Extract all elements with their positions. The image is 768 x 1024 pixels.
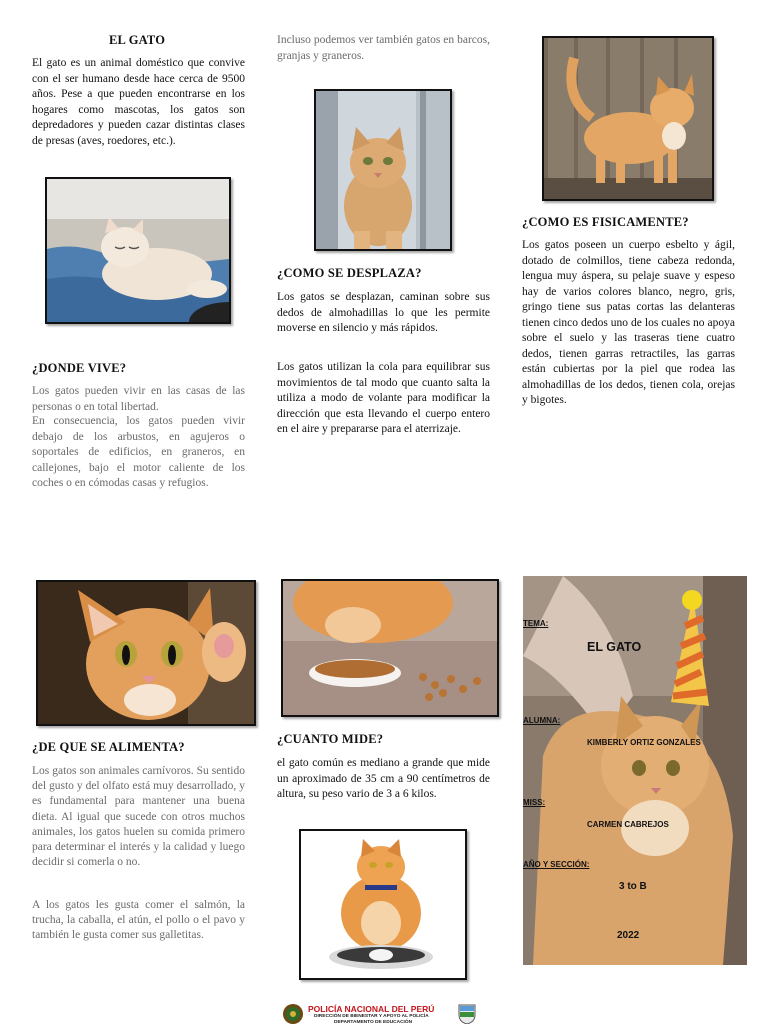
cat-on-scale-photo (299, 829, 467, 980)
alumna-value: KIMBERLY ORTIZ GONZALES (587, 738, 701, 747)
intro-paragraph: El gato es un animal doméstico que convive con el ser humano desde hace cerca de 9500 años. Pese a que pueden encontrarse en los hogares como mascotas, los gatos son depredadores y pueden cazar distintas clases de presas (aves, roedores, etc.). (32, 57, 245, 147)
logo-line-3: DEPARTAMENTO DE EDUCACIÓN (334, 1020, 413, 1024)
fisicamente-heading: ¿COMO ES FISICAMENTE? (522, 215, 689, 229)
logo-line-1: POLICÍA NACIONAL DEL PERÚ (308, 1004, 435, 1014)
tema-label: TEMA: (523, 619, 549, 628)
tema-value: EL GATO (587, 640, 642, 654)
peru-shield-icon (456, 1003, 478, 1024)
alimenta-heading: ¿DE QUE SE ALIMENTA? (32, 740, 185, 754)
miss-value: CARMEN CABREJOS (587, 820, 669, 829)
fisicamente-paragraph: Los gatos poseen un cuerpo esbelto y ágil, dotado de colmillos, tiene cabeza redonda, lengua muy áspera, su pelaje suave y espeso hay de varios colores blanco, negro, gris, gringo tiene sus patas cortas las delanteras tienen cinco dedos uno de los cuales no apoya sobre el suelo y las traseras tiene cuatro dedos, tienen garras retractiles, las garras están cubiertas por la piel que rodea las almohadillas de los dedos, tienen cola, orejas y bigotes. (522, 239, 735, 406)
seccion-label: AÑO Y SECCIÓN: (523, 860, 590, 869)
miss-label: MISS: (523, 798, 546, 807)
desplaza-paragraph-2: Los gatos utilizan la cola para equilibrar sus movimientos de tal modo que cuanto salta la utiliza a modo de volante para modificar la dirección que esta llevando el cuerpo entero en el aire y prepararse para el aterrizaje. (277, 361, 490, 435)
donde-vive-paragraph-2: En consecuencia, los gatos pueden vivir debajo de los arbustos, en agujeros o soportales de edificios, en graneros, en callejones, bajo el motor caliente de los coches o en cómodas casas y refugios. (32, 415, 245, 489)
cat-eating-photo (281, 579, 499, 717)
donde-vive-heading: ¿DONDE VIVE? (32, 361, 127, 375)
desplaza-heading: ¿COMO SE DESPLAZA? (277, 266, 422, 280)
cuanto-mide-heading: ¿CUANTO MIDE? (277, 732, 384, 746)
kitten-paw-photo (36, 580, 256, 726)
police-crest-icon (282, 1003, 304, 1024)
logo-line-2: DIRECCIÓN DE BIENESTAR Y APOYO AL POLICÍA (314, 1014, 429, 1019)
year-value: 2022 (617, 930, 640, 941)
desplaza-paragraph-1: Los gatos se desplazan, caminan sobre sus dedos de almohadillas lo que les permite moverse en silencio y más rápidos. (277, 291, 490, 334)
sleeping-kitten-photo (45, 177, 231, 324)
police-logo-banner (282, 1003, 478, 1024)
seccion-value: 3 to B (619, 881, 647, 892)
cuanto-mide-paragraph: el gato común es mediano a grande que mide un aproximado de 35 cm a 90 centímetros de altura, su peso vario de 3 a 6 kilos. (277, 757, 490, 800)
cat-in-window-photo (314, 89, 452, 251)
alumna-label: ALUMNA: (523, 716, 561, 725)
main-title: EL GATO (109, 33, 166, 47)
orange-cat-standing-photo (542, 36, 714, 201)
barcos-paragraph: Incluso podemos ver también gatos en barcos, granjas y graneros. (277, 34, 490, 62)
cat-party-hat-photo (523, 576, 747, 965)
alimenta-paragraph-2: A los gatos les gusta comer el salmón, la trucha, la caballa, el atún, el pollo o el pavo y también le gusta comer sus galletitas. (32, 899, 245, 942)
donde-vive-paragraph-1: Los gatos pueden vivir en las casas de las personas o en total libertad. (32, 385, 245, 413)
cover-panel (523, 576, 747, 965)
alimenta-paragraph-1: Los gatos son animales carnívoros. Su sentido del gusto y del olfato está muy desarrollado, y es fundamental para mantener una buena dieta. Al igual que sucede con otros muchos animales, los gatos huelen su comida primero para determinar el interés y la calidad y luego decidir si comerla o no. (32, 765, 245, 869)
